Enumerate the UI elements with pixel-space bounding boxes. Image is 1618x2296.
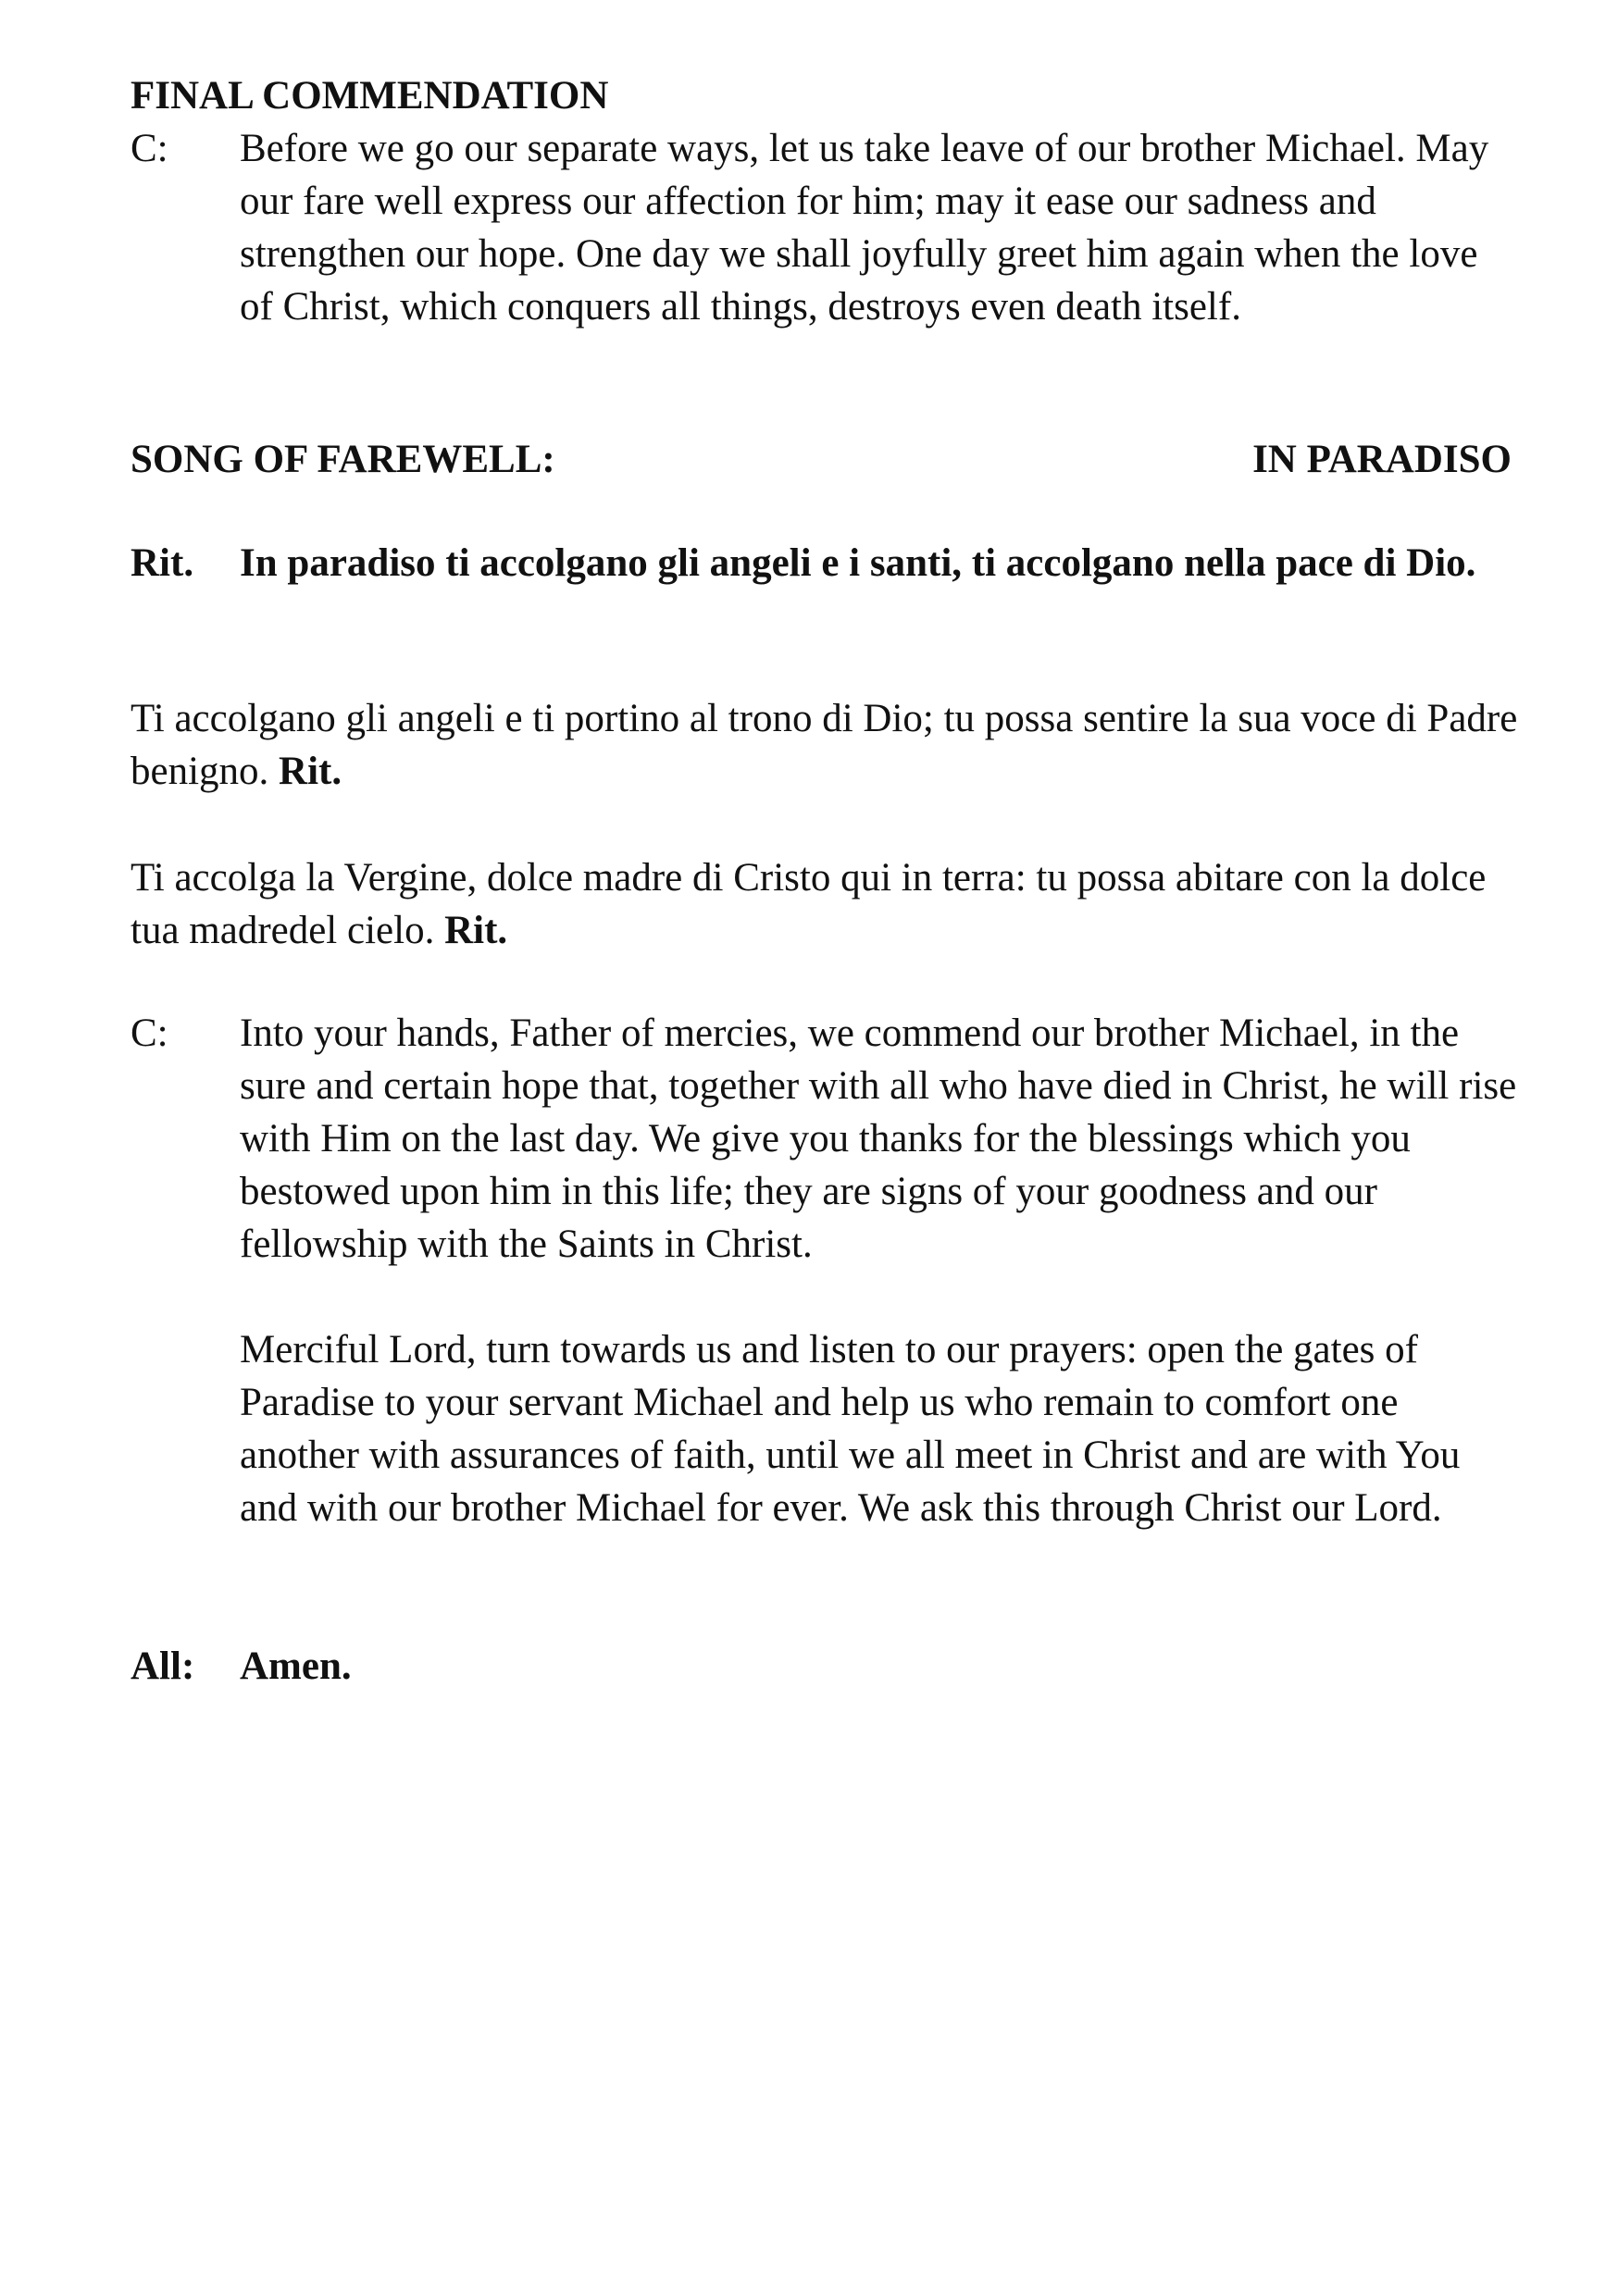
verse-1-text: Ti accolgano gli angeli e ti portino al trono di Dio; tu possa sentire la sua voce di Padre benigno. <box>131 697 1518 793</box>
amen-text: Amen. <box>240 1644 352 1688</box>
refrain-label: Rit. <box>131 541 194 585</box>
refrain-text: In paradiso ti accolgano gli angeli e i santi, ti accolgano nella pace di Dio. <box>240 541 1476 585</box>
verse-2-text: Ti accolga la Vergine, dolce madre di Cristo qui in terra: tu possa abitare con la dolce tua madredel cielo. <box>131 856 1487 952</box>
final-commendation-section <box>131 69 1519 333</box>
song-heading-line <box>131 433 1512 486</box>
verse-1-refrain-marker: Rit. <box>279 750 342 793</box>
verse-1 <box>131 692 1519 798</box>
refrain-section <box>131 537 1519 590</box>
refrain-row <box>131 537 1519 590</box>
response-section <box>131 1640 1519 1693</box>
final-commendation-heading: FINAL COMMENDATION <box>131 74 609 118</box>
verse-2-refrain-marker: Rit. <box>444 909 508 952</box>
prayer-section <box>131 1007 1519 1534</box>
prayer-paragraph-2: Merciful Lord, turn towards us and listen to our prayers: open the gates of Paradise to your servant Michael and help us who remain to comfort one another with assurances of faith, until we all meet in Christ and are with You and with our brother Michael for ever. We ask this through Christ our Lord. <box>240 1328 1461 1530</box>
prayer-celebrant-label: C: <box>131 1011 168 1055</box>
all-label: All: <box>131 1644 195 1688</box>
response-row <box>131 1640 1519 1693</box>
prayer-row <box>131 1007 1519 1271</box>
celebrant-label: C: <box>131 127 168 170</box>
prayer-row-2 <box>131 1323 1519 1534</box>
commendation-text: Before we go our separate ways, let us take leave of our brother Michael. May our fare well express our affection for him; may it ease our sadness and strengthen our hope. One day we shall joyfully greet him again when the love of Christ, which conquers all things, destroys even death itself. <box>240 127 1489 329</box>
song-heading-section <box>131 433 1519 486</box>
commendation-row <box>131 122 1519 333</box>
song-title: IN PARADISO <box>1252 438 1512 481</box>
song-label: SONG OF FAREWELL: <box>131 438 555 481</box>
prayer-paragraph-1: Into your hands, Father of mercies, we commend our brother Michael, in the sure and certain hope that, together with all who have died in Christ, he will rise with Him on the last day. We give you thanks for the blessings which you bestowed upon him in this life; they are signs of your goodness and our fellowship with the Saints in Christ. <box>240 1011 1517 1266</box>
verse-2 <box>131 851 1519 957</box>
